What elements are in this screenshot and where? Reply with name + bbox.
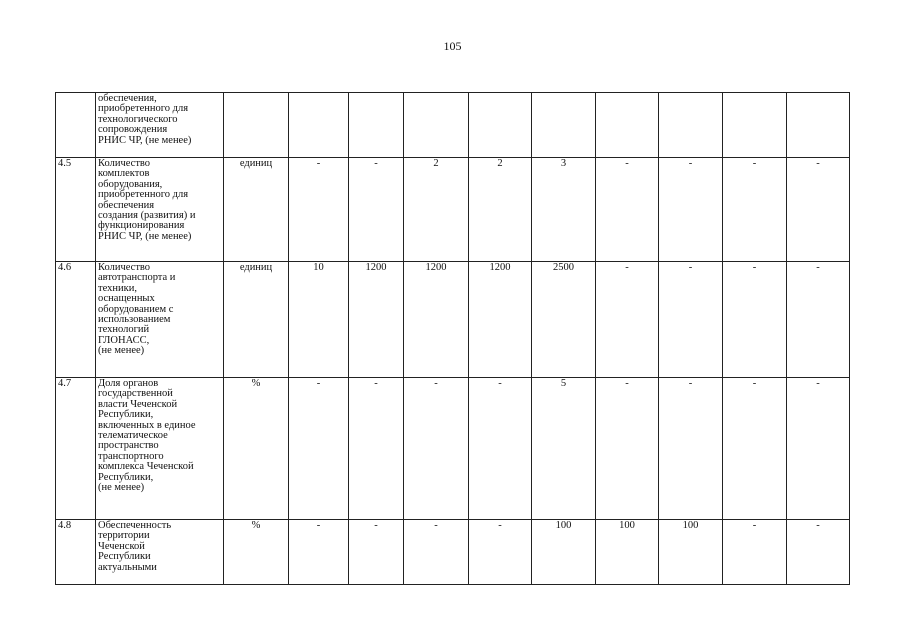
value-cell: - [787,520,850,585]
value-cell [469,93,532,158]
indicators-table [55,92,850,585]
value-cell: - [404,520,469,585]
value-cell [289,93,349,158]
value-cell: 2 [404,158,469,262]
indicator-name-cell: Количество автотранспорта и техники, оснащенных оборудованием с использованием технологий ГЛОНАСС, (не менее) [96,262,224,378]
value-cell [349,93,404,158]
value-cell: - [596,262,659,378]
unit-cell: % [224,378,289,520]
unit-cell [224,93,289,158]
row-number-cell: 4.5 [56,158,96,262]
table-row [56,378,850,520]
unit-cell: единиц [224,262,289,378]
value-cell: - [289,520,349,585]
value-cell: - [596,378,659,520]
value-cell: - [787,262,850,378]
value-cell: 2500 [532,262,596,378]
value-cell: 1200 [349,262,404,378]
value-cell: - [723,262,787,378]
value-cell: - [723,378,787,520]
value-cell: - [349,520,404,585]
value-cell: - [787,378,850,520]
value-cell: - [596,158,659,262]
row-number-cell [56,93,96,158]
indicator-name-cell: Количество комплектов оборудования, приобретенного для обеспечения создания (развития) и функционирования РНИС ЧР, (не менее) [96,158,224,262]
value-cell: - [659,158,723,262]
value-cell [596,93,659,158]
value-cell: 3 [532,158,596,262]
value-cell: 100 [532,520,596,585]
value-cell: 100 [596,520,659,585]
indicator-name-cell: Доля органов государственной власти Чеченской Республики, включенных в единое телематическое пространство транспортного комплекса Чеченской Республики, (не менее) [96,378,224,520]
value-cell: 5 [532,378,596,520]
table-row [56,262,850,378]
value-cell: - [469,378,532,520]
value-cell [659,93,723,158]
page-number: 105 [443,39,462,53]
unit-cell: единиц [224,158,289,262]
value-cell [787,93,850,158]
row-number-cell: 4.7 [56,378,96,520]
value-cell: 100 [659,520,723,585]
value-cell [723,93,787,158]
value-cell: - [289,378,349,520]
value-cell: - [349,158,404,262]
value-cell: - [469,520,532,585]
value-cell: - [659,262,723,378]
value-cell: - [723,158,787,262]
value-cell: - [349,378,404,520]
indicator-name-cell: Обеспеченность территории Чеченской Республики актуальными [96,520,224,585]
row-number-cell: 4.8 [56,520,96,585]
table-row [56,93,850,158]
value-cell [532,93,596,158]
value-cell: 2 [469,158,532,262]
value-cell: 10 [289,262,349,378]
value-cell: 1200 [469,262,532,378]
unit-cell: % [224,520,289,585]
value-cell [404,93,469,158]
indicator-name-cell: обеспечения, приобретенного для технологического сопровождения РНИС ЧР, (не менее) [96,93,224,158]
value-cell: - [404,378,469,520]
value-cell: - [289,158,349,262]
value-cell: - [659,378,723,520]
row-number-cell: 4.6 [56,262,96,378]
value-cell: - [787,158,850,262]
value-cell: 1200 [404,262,469,378]
table-row [56,158,850,262]
value-cell: - [723,520,787,585]
table-row [56,520,850,585]
